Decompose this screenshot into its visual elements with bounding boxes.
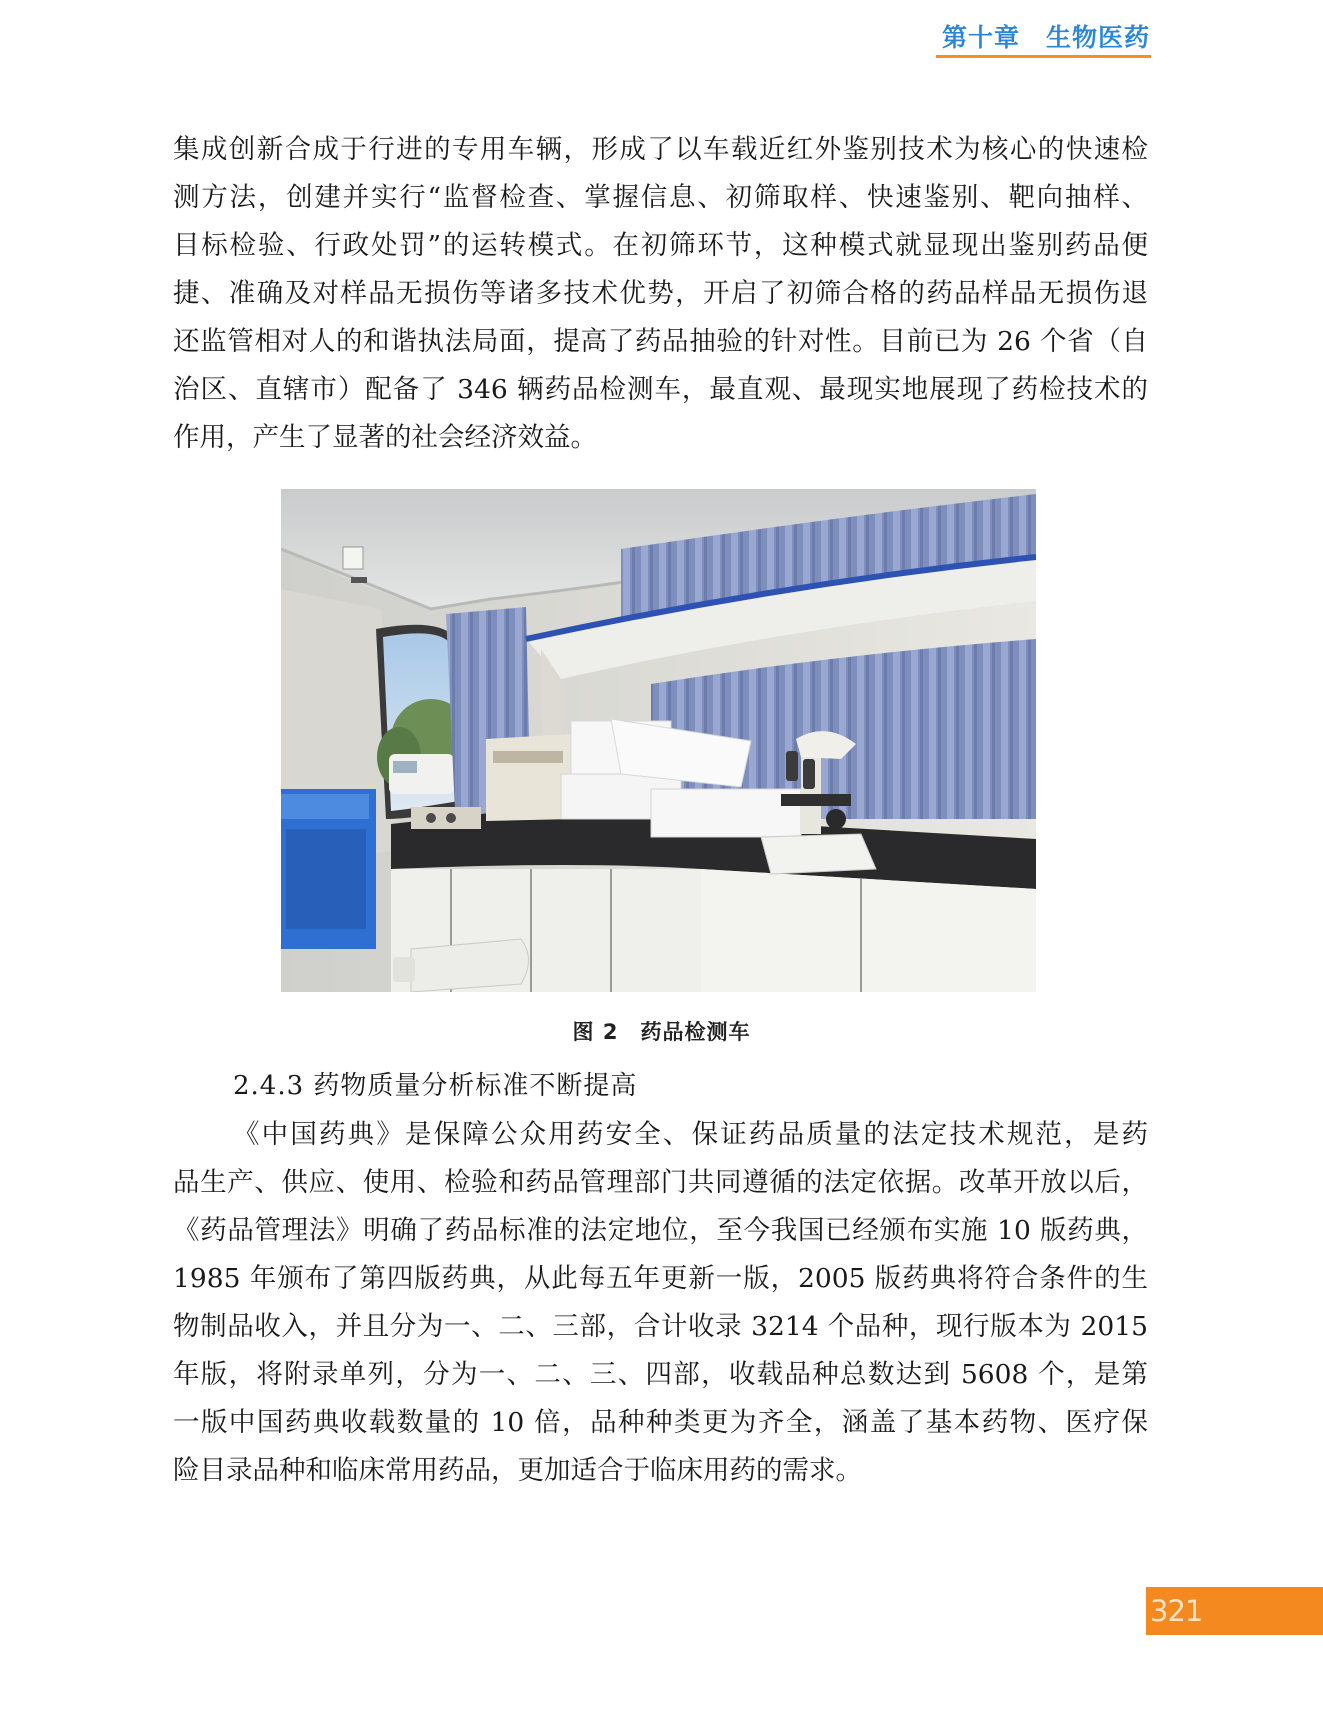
page-number: 321 (1150, 1594, 1203, 1628)
section-heading: 2.4.3 药物质量分析标准不断提高 (233, 1071, 638, 1101)
text-line: 品生产、供应、使用、检验和药品管理部门共同遵循的法定依据。改革开放以后， (173, 1167, 1148, 1198)
text-line: 治区、直辖市）配备了 346 辆药品检测车，最直观、最现实地展现了药检技术的 (173, 374, 1148, 405)
text-line: 捷、准确及对样品无损伤等诸多技术优势，开启了初筛合格的药品样品无损伤退 (173, 278, 1148, 309)
drug-testing-vehicle-photo (281, 489, 1036, 992)
text-line: 测方法，创建并实行“监督检查、掌握信息、初筛取样、快速鉴别、靶向抽样、 (173, 182, 1148, 213)
body-paragraph-1 (173, 126, 1148, 462)
body-paragraph-2 (173, 1111, 1148, 1495)
text-line: 集成创新合成于行进的专用车辆，形成了以车载近红外鉴别技术为核心的快速检 (173, 134, 1148, 165)
text-line: 还监管相对人的和谐执法局面，提高了药品抽验的针对性。目前已为 26 个省（自 (173, 326, 1148, 357)
text-line: 1985 年颁布了第四版药典，从此每五年更新一版，2005 版药典将符合条件的生 (173, 1263, 1148, 1294)
text-line: 物制品收入，并且分为一、二、三部，合计收录 3214 个品种，现行版本为 2015 (173, 1311, 1148, 1342)
text-line: 目标检验、行政处罚”的运转模式。在初筛环节，这种模式就显现出鉴别药品便 (173, 230, 1148, 261)
text-line: 年版，将附录单列，分为一、二、三、四部，收载品种总数达到 5608 个，是第 (173, 1359, 1148, 1390)
text-line: 《药品管理法》明确了药品标准的法定地位，至今我国已经颁布实施 10 版药典， (173, 1215, 1148, 1246)
figure-caption: 图 2 药品检测车 (572, 1020, 751, 1044)
text-line: 《中国药典》是保障公众用药安全、保证药品质量的法定技术规范，是药 (233, 1119, 1148, 1150)
chapter-header: 第十章 生物医药 (941, 23, 1150, 52)
figure-photo (281, 489, 1036, 992)
chapter-header-rule (936, 55, 1151, 58)
text-line: 一版中国药典收载数量的 10 倍，品种种类更为齐全，涵盖了基本药物、医疗保 (173, 1407, 1148, 1438)
text-line: 作用，产生了显著的社会经济效益。 (173, 422, 597, 453)
text-line: 险目录品种和临床常用药品，更加适合于临床用药的需求。 (173, 1455, 862, 1486)
